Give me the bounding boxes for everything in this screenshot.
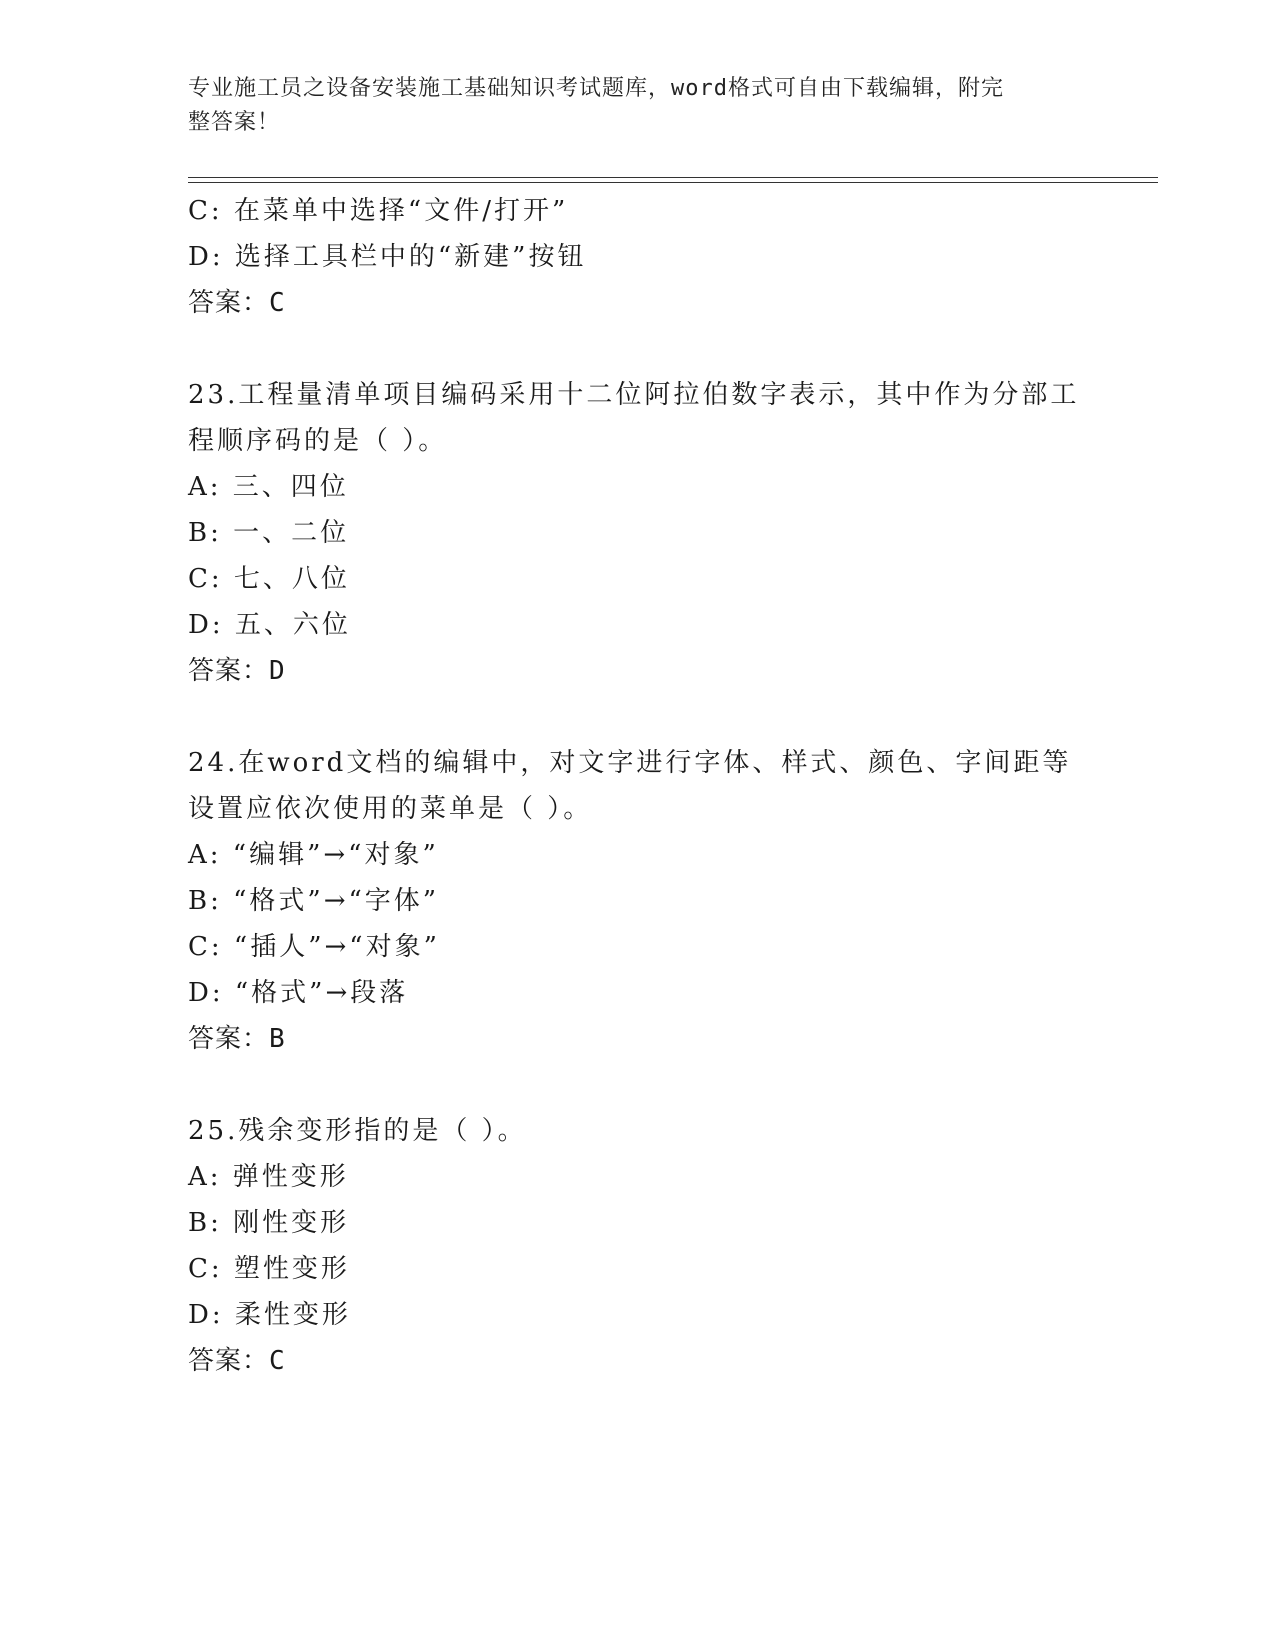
header-divider-top: [188, 177, 1158, 178]
option-d: D: 五、六位: [188, 610, 351, 640]
question-24: [188, 740, 1088, 1062]
spacer: [188, 1062, 1088, 1108]
question-stem: 25.残余变形指的是（ ）。: [188, 1116, 527, 1146]
question-stem-continued: 程顺序码的是（ ）。: [188, 426, 448, 456]
option-c: C: 塑性变形: [188, 1254, 350, 1284]
option-a: A: 三、四位: [188, 472, 349, 502]
question-22: [188, 188, 1088, 326]
option-c: C: 七、八位: [188, 564, 350, 594]
option-d: D: 选择工具栏中的“新建”按钮: [188, 242, 587, 272]
question-23: [188, 372, 1088, 694]
option-d: D: “格式”→段落: [188, 978, 409, 1008]
option-c: C: 在菜单中选择“文件/打开”: [188, 196, 569, 226]
option-d: D: 柔性变形: [188, 1300, 351, 1330]
answer-line: 答案：B: [188, 1024, 286, 1054]
option-a: A: “编辑”→“对象”: [188, 840, 439, 870]
option-b: B: 刚性变形: [188, 1208, 350, 1238]
document-header: [188, 72, 1088, 140]
header-divider-bottom: [188, 182, 1158, 183]
answer-line: 答案：C: [188, 288, 286, 318]
answer-line: 答案：D: [188, 656, 286, 686]
spacer: [188, 326, 1088, 372]
option-c: C: “插人”→“对象”: [188, 932, 440, 962]
question-stem-continued: 设置应依次使用的菜单是（ ）。: [188, 794, 593, 824]
question-list: [188, 188, 1088, 1384]
question-stem: 23.工程量清单项目编码采用十二位阿拉伯数字表示，其中作为分部工: [188, 380, 1080, 410]
header-title-line-2: 整答案！: [188, 110, 281, 135]
option-a: A: 弹性变形: [188, 1162, 349, 1192]
header-title-line-1: 专业施工员之设备安装施工基础知识考试题库，word格式可自由下载编辑，附完: [188, 76, 1004, 101]
question-25: [188, 1108, 1088, 1384]
question-stem: 24.在word文档的编辑中，对文字进行字体、样式、颜色、字间距等: [188, 748, 1072, 778]
option-b: B: “格式”→“字体”: [188, 886, 440, 916]
answer-line: 答案：C: [188, 1346, 286, 1376]
spacer: [188, 694, 1088, 740]
option-b: B: 一、二位: [188, 518, 350, 548]
